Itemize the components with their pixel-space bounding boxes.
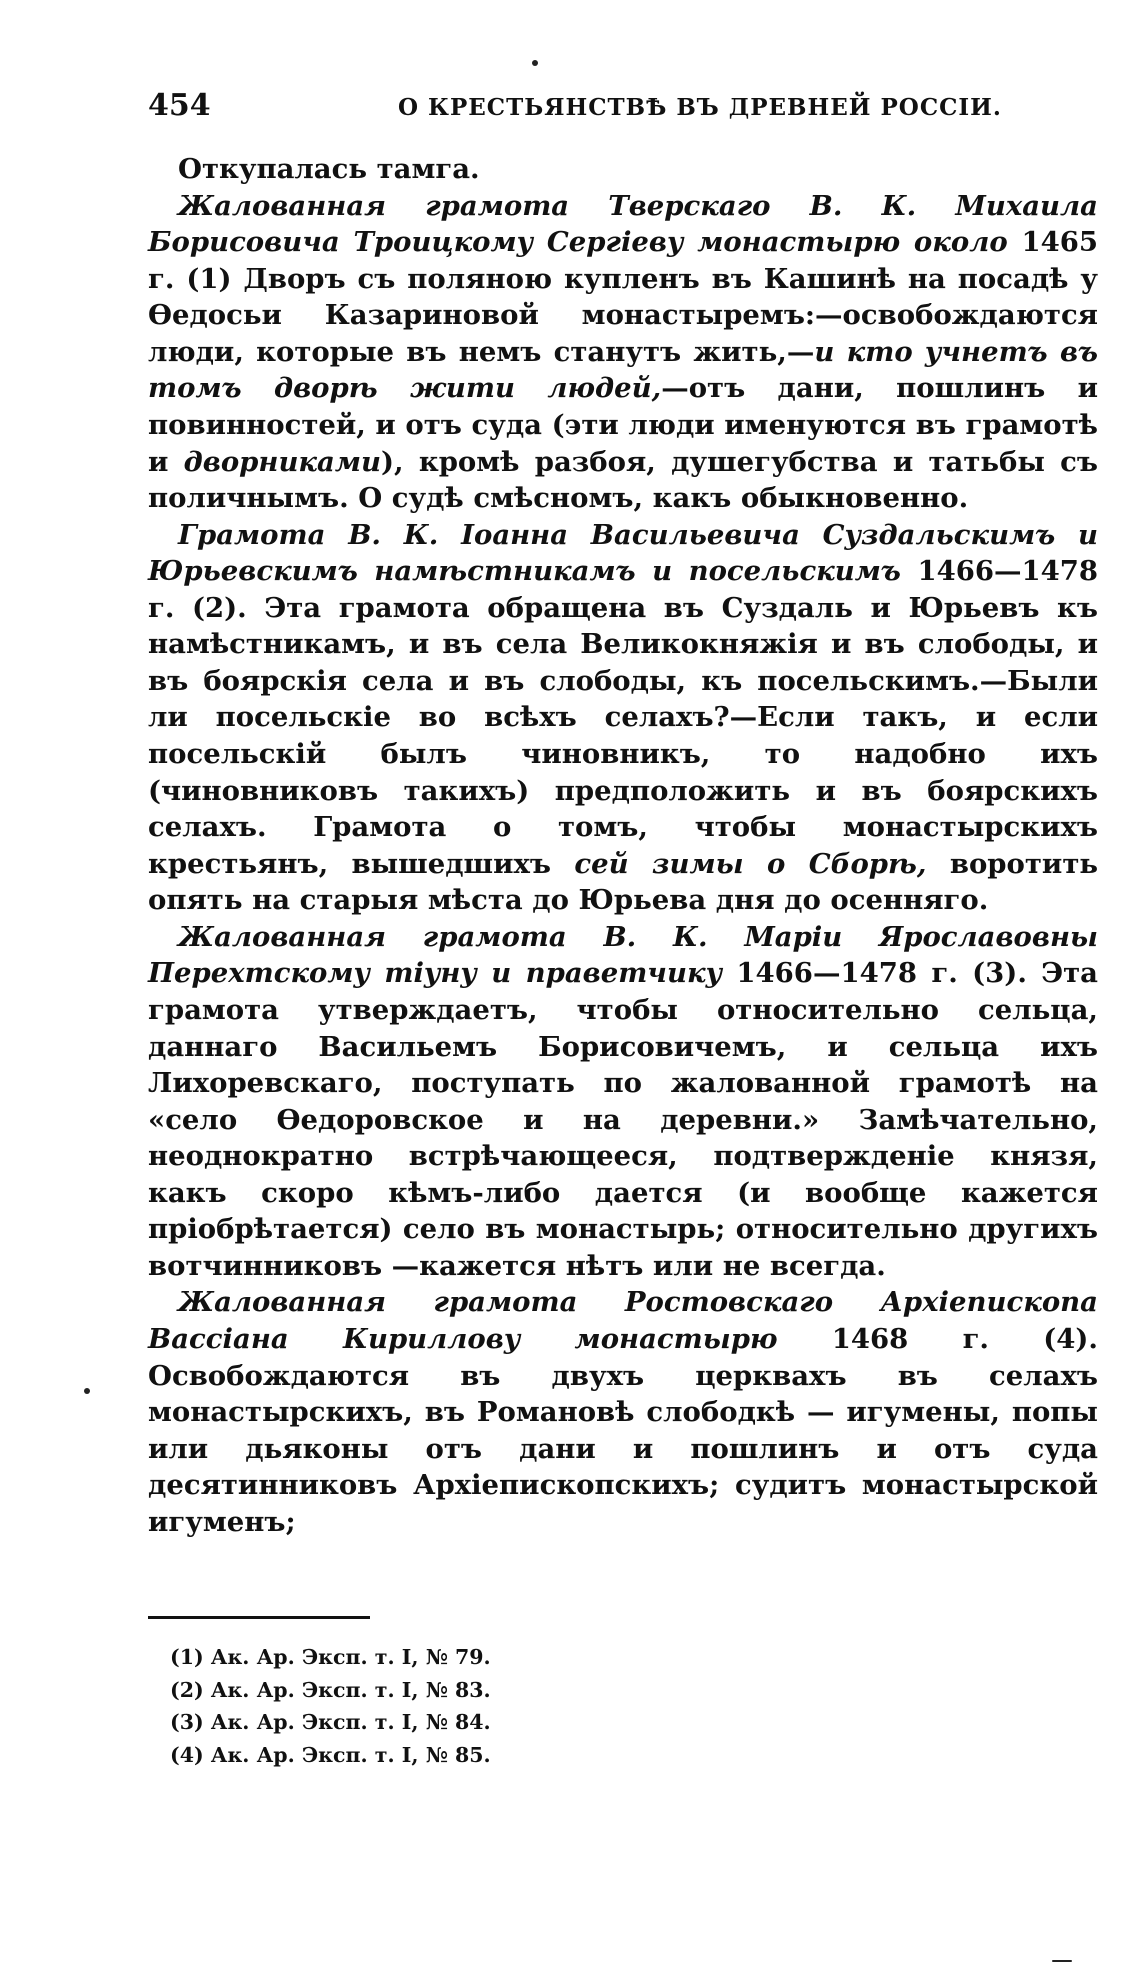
footnotes [170, 1641, 1098, 1771]
quoted-phrase: сей зимы о Сборѣ, [574, 847, 927, 880]
charter-title: Грамота В. К. Іоанна Васильевича Суздальскимъ и Юрьевскимъ намѣстникамъ и посельскимъ [148, 518, 1098, 588]
page-header [148, 88, 1098, 123]
quoted-term: дворниками [183, 445, 382, 478]
charter-title: Жалованная грамота В. К. Маріи Ярославовны Перехтскому тіуну и праветчику [148, 920, 1098, 990]
paragraph-text: ), кромѣ разбоя, душегубства и татьбы съ поличнымъ. О судѣ смѣсномъ, какъ обыкновенно. [148, 445, 1098, 515]
footnote: (4) Ак. Ар. Эксп. т. I, № 85. [170, 1742, 491, 1767]
ink-speck [532, 60, 538, 66]
paragraph-text: 1468 г. (4). Освобождаются въ двухъ церквахъ въ селахъ монастырскихъ, въ Романовѣ слободкѣ — игумены, попы или дьяконы отъ дани и пошлинъ и отъ суда десятинниковъ Архіепископскихъ; судитъ монастырской игуменъ; [148, 1323, 1098, 1538]
paragraph-ioann-charter [148, 517, 1098, 919]
paragraph-text: —отъ дани, пошлинъ и повинностей, и отъ суда (эти люди именуются въ грамотѣ и [148, 372, 1098, 478]
paragraph-text: Откупалась тамга. [178, 153, 480, 185]
footnote-divider [148, 1616, 370, 1619]
charter-title: Жалованная грамота Ростовскаго Архіепископа Вассіана Кириллову монастырю [148, 1286, 1098, 1355]
paragraph-mikhail-charter [148, 188, 1098, 517]
footnote: (1) Ак. Ар. Эксп. т. I, № 79. [170, 1645, 491, 1670]
footnote: (3) Ак. Ар. Эксп. т. I, № 84. [170, 1710, 491, 1735]
paragraph-maria-charter [148, 919, 1098, 1285]
running-title: О КРЕСТЬЯНСТВѢ ВЪ ДРЕВНЕЙ РОССІИ. [398, 94, 1002, 121]
page-number: 454 [148, 88, 211, 123]
footnote: (2) Ак. Ар. Эксп. т. I, № 83. [170, 1677, 491, 1702]
charter-title: Жалованная грамота Тверскаго В. К. Михаила Борисовича Троицкому Сергіеву монастырю около [148, 189, 1098, 259]
paragraph-text: 1466—1478 г. (3). Эта грамота утверждаетъ, чтобы относительно сельца, даннаго Васильемъ Борисовичемъ, и сельца ихъ Лихоревскаго, поступать по жалованной грамотѣ на «село Ѳедоровское и на деревни.» Замѣчательно, неоднократно встрѣчающееся, подтвержденіе князя, какъ скоро кѣмъ-либо дается (и вообще кажется пріобрѣтается) село въ монастырь; относительно другихъ вотчинниковъ —кажется нѣтъ или не всегда. [148, 957, 1099, 1282]
ink-speck [84, 1388, 90, 1394]
book-page [148, 88, 1098, 1771]
paragraph-text: 1466—1478 г. (2). Эта грамота обращена въ Суздаль и Юрьевъ къ намѣстникамъ, и въ села Великокняжія и въ слободы, и въ боярскія села и въ слободы, къ посельскимъ.—Были ли посельскіе во всѣхъ селахъ?—Если такъ, и если посельскій былъ чиновникъ, то надобно ихъ (чиновниковъ такихъ) предположить и въ боярскихъ селахъ. Грамота о томъ, чтобы монастырскихъ крестьянъ, вышедшихъ [148, 555, 1099, 880]
quoted-phrase: и кто учнетъ въ томъ дворѣ жити людей, [148, 335, 1098, 405]
paragraph-text: воротить опять на старыя мѣста до Юрьева дня до осенняго. [148, 847, 1099, 917]
paragraph-text: 1465 г. (1) Дворъ съ поляною купленъ въ Кашинѣ на посадѣ у Ѳедосьи Казариновой монастыремъ:—освобождаются люди, которые въ немъ станутъ жить,— [148, 226, 1099, 368]
paragraph-tamga [148, 151, 1098, 188]
paragraph-vassian-charter [148, 1284, 1098, 1540]
